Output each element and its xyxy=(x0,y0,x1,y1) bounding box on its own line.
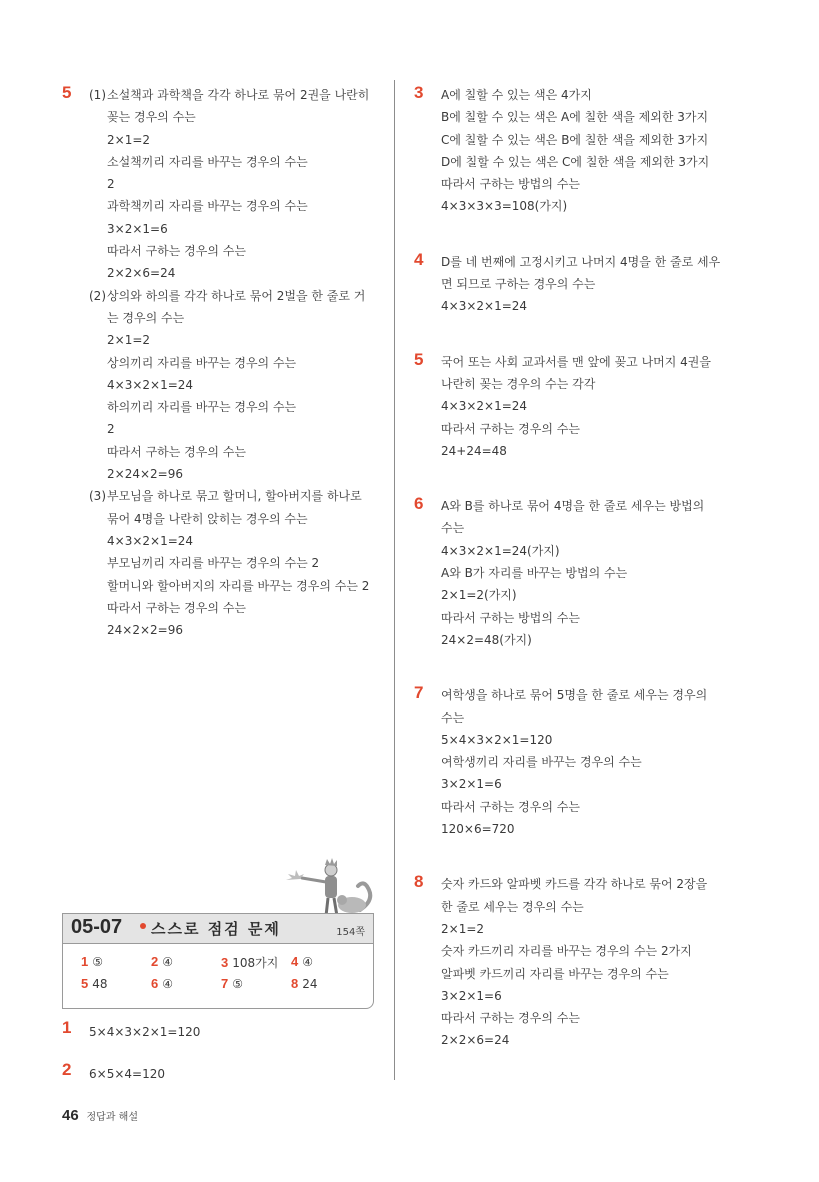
solution-line: 하의끼리 자리를 바꾸는 경우의 수는 xyxy=(107,400,297,415)
section-title: 스스로 점검 문제 xyxy=(151,920,281,938)
solution-line: B에 칠할 수 있는 색은 A에 칠한 색을 제외한 3가지 xyxy=(441,110,709,125)
solution-line: 3×2×1=6 xyxy=(441,988,502,1003)
problem-2 xyxy=(62,1060,165,1085)
solution-line: A와 B가 자리를 바꾸는 방법의 수는 xyxy=(441,566,628,581)
problem-3 xyxy=(414,84,734,218)
solution-line: 2×2×6=24 xyxy=(441,1033,510,1048)
problem-number: 7 xyxy=(414,683,424,703)
answer-item: 8 24 xyxy=(291,976,318,991)
page-footer xyxy=(62,1107,138,1124)
solution-line: 부모님을 하나로 묶고 할머니, 할아버지를 하나로 xyxy=(107,489,362,504)
solution-line: 3×2×1=6 xyxy=(441,777,502,792)
solution-line: 할머니와 할아버지의 자리를 바꾸는 경우의 수는 2 xyxy=(107,578,370,593)
solution-line: 알파벳 카드끼리 자리를 바꾸는 경우의 수는 xyxy=(441,966,669,981)
solution-line: 2×2×6=24 xyxy=(107,266,176,281)
sub-problem-1 xyxy=(89,84,378,106)
solution-line: 24×2×2=96 xyxy=(107,623,183,638)
solution-line: 상의와 하의를 각각 하나로 묶어 2벌을 한 줄로 거 xyxy=(107,288,366,303)
solution-line: 따라서 구하는 방법의 수는 xyxy=(441,610,580,625)
problem-6 xyxy=(414,495,734,651)
sub-problem-3 xyxy=(89,485,378,507)
problem-number: 6 xyxy=(414,494,424,514)
answer-item: 1 ⑤ xyxy=(81,954,103,969)
self-check-box xyxy=(62,913,374,1009)
character-illustration xyxy=(280,850,380,920)
problem-number: 4 xyxy=(414,249,424,269)
solution-line: 5×4×3×2×1=120 xyxy=(89,1025,201,1039)
solution-line: 나란히 꽂는 경우의 수는 각각 xyxy=(441,376,596,391)
solution-line: 24×2=48(가지) xyxy=(441,632,532,647)
solution-line: 4×3×2×1=24 xyxy=(107,533,194,548)
self-check-header xyxy=(63,914,373,944)
problem-number: 1 xyxy=(62,1018,72,1037)
solution-line: 따라서 구하는 방법의 수는 xyxy=(441,177,580,192)
solution-line: 6×5×4=120 xyxy=(89,1067,165,1081)
solution-line: 숫자 카드와 알파벳 카드를 각각 하나로 묶어 2장을 xyxy=(441,877,708,892)
solution-line: 따라서 구하는 경우의 수는 xyxy=(107,444,246,459)
solution-line: D를 네 번째에 고정시키고 나머지 4명을 한 줄로 세우 xyxy=(441,254,721,269)
solution-line: 여학생을 하나로 묶어 5명을 한 줄로 세우는 경우의 xyxy=(441,688,708,703)
sub-problem-2-body xyxy=(89,307,378,485)
solution-line: A에 칠할 수 있는 색은 4가지 xyxy=(441,88,592,102)
right-column xyxy=(414,84,734,1052)
solution-line: A와 B를 하나로 묶어 4명을 한 줄로 세우는 방법의 xyxy=(441,499,705,514)
solution-line: D에 칠할 수 있는 색은 C에 칠한 색을 제외한 3가지 xyxy=(441,154,710,169)
solution-line: 는 경우의 수는 xyxy=(107,310,185,325)
problem-1 xyxy=(62,1018,201,1043)
answer-item: 5 48 xyxy=(81,976,108,991)
solution-line: 2×1=2(가지) xyxy=(441,588,517,603)
solution-line: 과학책끼리 자리를 바꾸는 경우의 수는 xyxy=(107,199,308,214)
sub-label: (3) xyxy=(89,489,106,504)
solution-line: 2 xyxy=(107,177,115,192)
solution-line: 120×6=720 xyxy=(441,822,515,837)
solution-line: 2×1=2 xyxy=(107,132,151,147)
solution-line: 24+24=48 xyxy=(441,443,507,458)
solution-line: 따라서 구하는 경우의 수는 xyxy=(441,421,580,436)
solution-line: 2×24×2=96 xyxy=(107,467,183,482)
problem-number: 5 xyxy=(414,349,424,369)
answer-item: 6 ④ xyxy=(151,976,173,991)
problem-7 xyxy=(414,684,734,840)
sub-problem-1-body xyxy=(89,106,378,284)
solution-line: 4×3×2×1=24 xyxy=(107,377,194,392)
column-divider xyxy=(394,80,395,1080)
problem-number: 8 xyxy=(414,872,424,892)
solution-line: 4×3×2×1=24 xyxy=(441,299,528,314)
footer-label: 정답과 해설 xyxy=(86,1112,138,1123)
solution-line: 수는 xyxy=(441,521,465,536)
solution-line: 면 되므로 구하는 경우의 수는 xyxy=(441,277,596,292)
solution-line: 4×3×2×1=24 xyxy=(441,399,528,414)
solution-line: 소설책끼리 자리를 바꾸는 경우의 수는 xyxy=(107,154,308,169)
solution-line: 수는 xyxy=(441,710,465,725)
sub-problem-3-body xyxy=(89,508,378,642)
solution-line: C에 칠할 수 있는 색은 B에 칠한 색을 제외한 3가지 xyxy=(441,132,709,147)
problem-number: 5 xyxy=(62,83,72,102)
solution-line: 3×2×1=6 xyxy=(107,221,168,236)
section-code: 05-07 xyxy=(71,916,123,938)
solution-line: 상의끼리 자리를 바꾸는 경우의 수는 xyxy=(107,355,297,370)
page-number: 46 xyxy=(62,1107,79,1124)
problem-5-right xyxy=(414,351,734,462)
solution-line: 4×3×2×1=24(가지) xyxy=(441,543,560,558)
solution-line: 묶어 4명을 나란히 앉히는 경우의 수는 xyxy=(107,511,308,526)
solution-line: 따라서 구하는 경우의 수는 xyxy=(107,600,246,615)
answer-item: 2 ④ xyxy=(151,954,173,969)
solution-line: 5×4×3×2×1=120 xyxy=(441,732,553,747)
problem-4 xyxy=(414,251,734,318)
solution-line: 소설책과 과학책을 각각 하나로 묶어 2권을 나란히 xyxy=(107,88,370,102)
bullet-dot-icon xyxy=(140,923,146,929)
solution-line: 한 줄로 세우는 경우의 수는 xyxy=(441,899,584,914)
solution-line: 숫자 카드끼리 자리를 바꾸는 경우의 수는 2가지 xyxy=(441,944,692,959)
answer-item: 7 ⑤ xyxy=(221,976,243,991)
solution-line: 따라서 구하는 경우의 수는 xyxy=(441,1011,580,1026)
solution-line: 꽂는 경우의 수는 xyxy=(107,110,196,125)
solution-line: 따라서 구하는 경우의 수는 xyxy=(441,799,580,814)
solution-line: 2×1=2 xyxy=(441,921,485,936)
answer-item: 4 ④ xyxy=(291,954,313,969)
solution-line: 2×1=2 xyxy=(107,333,151,348)
page-reference: 154쪽 xyxy=(336,927,365,938)
solution-line: 부모님끼리 자리를 바꾸는 경우의 수는 2 xyxy=(107,556,320,571)
sub-problem-2 xyxy=(89,285,378,307)
sub-label: (2) xyxy=(89,288,106,303)
problem-8 xyxy=(414,873,734,1051)
solution-line: 여학생끼리 자리를 바꾸는 경우의 수는 xyxy=(441,755,642,770)
left-column xyxy=(62,84,378,641)
answer-item: 3 108가지 xyxy=(221,955,279,970)
problem-5-left xyxy=(62,84,378,641)
solution-line: 2 xyxy=(107,422,115,437)
solution-line: 따라서 구하는 경우의 수는 xyxy=(107,244,246,259)
sub-label: (1) xyxy=(89,88,106,102)
problem-number: 2 xyxy=(62,1060,72,1079)
solution-line: 4×3×3×3=108(가지) xyxy=(441,199,568,214)
problem-number: 3 xyxy=(414,83,424,102)
solution-line: 국어 또는 사회 교과서를 맨 앞에 꽂고 나머지 4권을 xyxy=(441,354,711,369)
